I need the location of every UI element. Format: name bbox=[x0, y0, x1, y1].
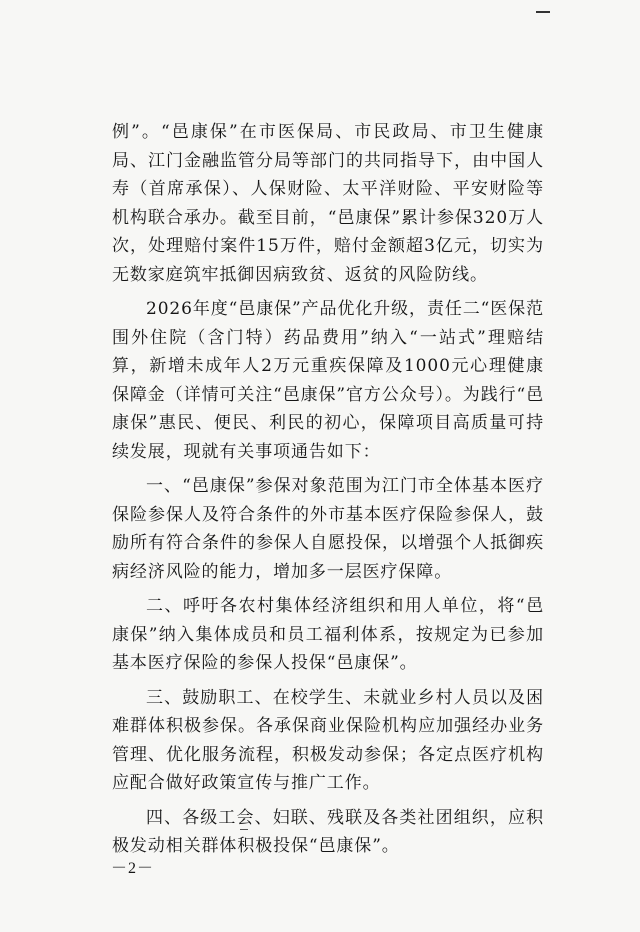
paragraph-item-three: 三、鼓励职工、在校学生、未就业乡村人员以及困难群体积极参保。各承保商业保险机构应加强经办业务管理、优化服务流程，积极发动参保；各定点医疗机构应配合做好政策宣传与推广工作。 bbox=[112, 687, 544, 793]
document-body bbox=[112, 118, 544, 867]
paragraph-item-one: 一、“邑康保”参保对象范围为江门市全体基本医疗保险参保人及符合条件的外市基本医疗保险参保人，鼓励所有符合条件的参保人自愿投保，以增强个人抵御疾病经济风险的能力，增加多一层医疗保障。 bbox=[112, 476, 544, 582]
scan-mark bbox=[536, 11, 550, 13]
paragraph-item-two: 二、呼吁各农村集体经济组织和用人单位，将“邑康保”纳入集体成员和员工福利体系，按规定为已参加基本医疗保险的参保人投保“邑康保”。 bbox=[112, 596, 544, 673]
page-number: －2－ bbox=[111, 860, 155, 877]
paragraph-continuation: 例”。“邑康保”在市医保局、市民政局、市卫生健康局、江门金融监管分局等部门的共同指导下，由中国人寿（首席承保）、人保财险、太平洋财险、平安财险等机构联合承办。截至目前，“邑康保”累计参保320万人次，处理赔付案件15万件，赔付金额超3亿元，切实为无数家庭筑牢抵御因病致贫、返贫的风险防线。 bbox=[112, 122, 544, 285]
scan-mark bbox=[240, 829, 248, 830]
paragraph-product-upgrade: 2026年度“邑康保”产品优化升级，责任二“医保范围外住院（含门特）药品费用”纳入“一站式”理赔结算，新增未成年人2万元重疾保障及1000元心理健康保障金（详情可关注“邑康保”官方公众号）。为践行“邑康保”惠民、便民、利民的初心，保障项目高质量可持续发展，现就有关事项通告如下： bbox=[112, 299, 544, 462]
paragraph-item-four: 四、各级工会、妇联、残联及各类社团组织，应积极发动相关群体积极投保“邑康保”。 bbox=[112, 807, 544, 856]
